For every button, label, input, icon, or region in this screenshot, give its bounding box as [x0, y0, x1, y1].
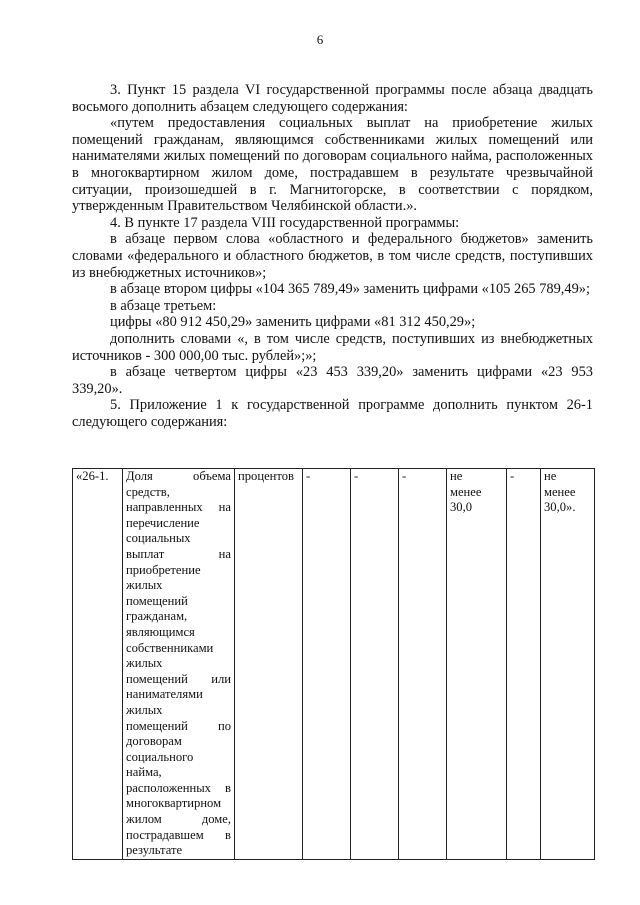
description-line: пострадавшем в: [126, 827, 231, 842]
table-cell-year-4: [447, 469, 507, 860]
paragraph-first-abzac: в абзаце первом слова «областного и федерального бюджетов» заменить словами «федерального и областного бюджетов, в том числе средств, поступивших из внебюджетных источников»;: [72, 231, 593, 281]
description-line: жилых: [126, 702, 163, 717]
value-line: 30,0: [450, 500, 473, 515]
table-cell-year-5: [507, 469, 541, 860]
dash-value: -: [402, 469, 407, 483]
description-line: результате: [126, 843, 183, 858]
description-line: социальных: [126, 531, 191, 546]
description-line: являющимся: [126, 624, 195, 639]
description-line: помещений: [126, 593, 188, 608]
dash-value: -: [510, 469, 515, 483]
description-line: жилом доме,: [126, 812, 231, 827]
paragraph-item-4: 4. В пункте 17 раздела VIII государственной программы:: [110, 214, 460, 231]
description-line: нанимателями: [126, 687, 203, 702]
description-line: жилых: [126, 578, 163, 593]
paragraph-item-3: 3. Пункт 15 раздела VI государственной программы после абзаца двадцать восьмого дополнить абзацем следующего содержания:: [72, 82, 593, 115]
paragraph-second-abzac: в абзаце втором цифры «104 365 789,49» заменить цифрами «105 265 789,49»;: [110, 281, 590, 298]
description-line: помещений по: [126, 718, 231, 733]
description-line: помещений или: [126, 671, 231, 686]
description-line: многоквартирном: [126, 796, 222, 811]
description-line: социального: [126, 749, 194, 764]
paragraph-quoted-addition: «путем предоставления социальных выплат на приобретение жилых помещений гражданам, являющимся собственниками жилых помещений или нанимателями жилых помещений по договорам социального найма, расположенных в многоквартирном жилом доме, пострадавшем в результате чрезвычайной ситуации, произошедшей в г. Магнитогорске, в соответствии с порядком, утвержденным Правительством Челябинской области.».: [72, 115, 593, 215]
description-line: договорам: [126, 734, 182, 749]
description-line: направленных на: [126, 500, 231, 515]
description-line: приобретение: [126, 562, 201, 577]
table-cell-year-3: [399, 469, 447, 860]
table-cell-year-6: [541, 469, 595, 860]
paragraph-fourth-abzac: в абзаце четвертом цифры «23 453 339,20» заменить цифрами «23 953 339,20».: [72, 364, 593, 397]
document-body: [72, 82, 593, 430]
page-number: 6: [316, 32, 324, 47]
value-line: не: [450, 469, 463, 483]
row-number: «26-1.: [76, 469, 109, 483]
description-line: гражданам,: [126, 609, 188, 624]
paragraph-add-words: дополнить словами «, в том числе средств, поступивших из внебюджетных источников - 300 000,00 тыс. рублей»;»;: [72, 330, 593, 364]
value-line: менее: [544, 484, 576, 499]
table-cell-year-1: [303, 469, 351, 860]
value-line: менее: [450, 484, 482, 499]
dash-value: -: [354, 469, 359, 483]
paragraph-third-abzac: в абзаце третьем:: [110, 297, 217, 314]
paragraph-figures-replace: цифры «80 912 450,29» заменить цифрами «81 312 450,29»;: [110, 314, 476, 331]
table-cell-year-2: [351, 469, 399, 860]
description-line: найма,: [126, 765, 162, 780]
description-line: средств,: [126, 484, 170, 499]
table-cell-unit: [235, 469, 303, 860]
description-line: собственниками: [126, 640, 214, 655]
description-line: расположенных в: [126, 780, 231, 795]
unit-label: процентов: [238, 469, 294, 483]
dash-value: -: [306, 469, 311, 483]
table-cell-description: [123, 469, 235, 860]
value-line: 30,0».: [544, 500, 576, 515]
description-line: перечисление: [126, 515, 200, 530]
description-line: выплат на: [126, 546, 231, 561]
table-row: [73, 469, 595, 860]
value-line: не: [544, 469, 557, 483]
paragraph-item-5: 5. Приложение 1 к государственной программе дополнить пунктом 26-1 следующего содержания:: [72, 397, 593, 430]
description-line: Доля объема: [126, 469, 231, 483]
table-cell-number: [73, 469, 123, 860]
description-line: жилых: [126, 656, 163, 671]
annex-table: [72, 468, 595, 860]
